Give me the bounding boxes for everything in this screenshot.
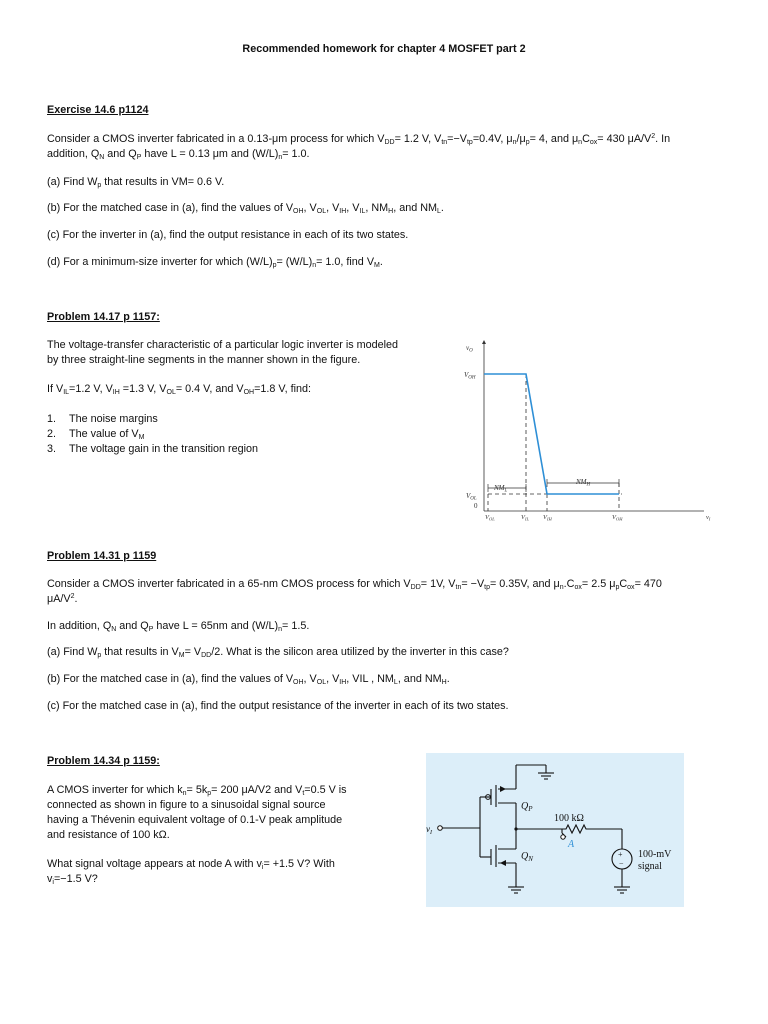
exercise-14-6-part-b: (b) For the matched case in (a), find the values of $V_{OH}$, $V_{OL}$, $V_{IH}$, $V_{IL}$, $NM_H$, and $NM_L$. [47, 202, 444, 215]
problem-14-34-question-1: What signal voltage appears at node A with $v_i= +1.5$ V? With [47, 858, 335, 871]
cmos-circuit-figure [426, 753, 684, 907]
problem-14-31-part-b: (b) For the matched case in (a), find the values of $V_{OH}$, $V_{OL}$, $V_{IH}$, VIL , $NM_L$, and $NM_H$. [47, 673, 450, 686]
x-vol-label: $V_{OL}$ [485, 514, 495, 522]
qp-label: $Q_P$ [521, 801, 533, 813]
x-vih-label: $V_{IH}$ [543, 514, 552, 522]
problem-14-31-line-1: Consider a CMOS inverter fabricated in a 65-nm CMOS process for which $V_{DD}= 1V$, $V_{tn}= -V_{tp}= 0.35V$, and $\mu_n.C_{ox}= 2.5$ $\mu_pC_{ox}= 470$ [47, 578, 662, 591]
resistor-label: 100 kΩ [554, 813, 584, 824]
nmh-label: $NM_H$ [576, 478, 591, 488]
node-a-terminal [561, 835, 565, 839]
vo-label: $v_O$ [466, 344, 473, 354]
problem-14-17-heading: Problem 14.17 p 1157: [47, 311, 160, 323]
vi-label: $v_I$ [426, 824, 432, 836]
problem-14-17-text-2: by three straight-line segments in the manner shown in the figure. [47, 354, 361, 366]
problem-14-31-line-2: $\mu A/V^2$. [47, 593, 78, 605]
vtc-curve [484, 374, 619, 494]
source-plus: + [618, 850, 623, 859]
problem-14-34-heading: Problem 14.34 p 1159: [47, 755, 160, 767]
x-vil-label: $V_{IL}$ [521, 514, 529, 522]
exercise-14-6-line-1: Consider a CMOS inverter fabricated in a 0.13-μm process for which $V_{DD}= 1.2$ V, $V_{tn}=-V_{tp}=0.4V$, $\mu_n/\mu_p= 4$, and $\mu_nC_{ox}= 430$ $\mu A/V^2$. In [47, 133, 671, 146]
source-minus: − [619, 859, 624, 868]
exercise-14-6-part-a: (a) Find $W_p$ that results in VM= 0.6 V. [47, 176, 225, 189]
origin-label: 0 [474, 502, 478, 510]
problem-14-34-line-2: connected as shown in figure to a sinusoidal signal source [47, 799, 326, 811]
problem-14-17-item-3: 3. The voltage gain in the transition region [47, 443, 259, 455]
problem-14-34-line-4: and resistance of 100 kΩ. [47, 829, 170, 841]
vol-label: $V_{OL}$ [466, 492, 477, 502]
problem-14-31-line-3: In addition, $Q_N$ and $Q_P$ have L = 65nm and $(W/L)_n= 1.5$. [47, 620, 310, 633]
vtc-figure [452, 336, 722, 526]
problem-14-34-question-2: $v_i=-1.5$ V? [47, 873, 98, 886]
problem-14-17-text-1: The voltage-transfer characteristic of a particular logic inverter is modeled [47, 339, 399, 351]
page-title: Recommended homework for chapter 4 MOSFET part 2 [242, 43, 526, 55]
problem-14-34-line-1: A CMOS inverter for which $k_n= 5k_p= 200$ μA/V2 and $V_t=0.5$ V is [47, 784, 347, 797]
nml-label: $NM_L$ [494, 484, 508, 494]
x-voh-label: $V_{OH}$ [612, 514, 623, 522]
source-label-1: 100-mV [638, 849, 672, 860]
vi-axis-label: $v_I$ [706, 514, 711, 522]
exercise-14-6-part-c: (c) For the inverter in (a), find the output resistance in each of its two states. [47, 229, 409, 241]
circuit-background [426, 753, 684, 907]
source-label-2: signal [638, 861, 662, 872]
node-a-label: A [568, 839, 575, 850]
problem-14-31-part-a: (a) Find $W_p$ that results in $V_M= V_{DD}/2$. What is the silicon area utilized by the inverter in this case? [47, 646, 509, 659]
problem-14-17-item-2: 2. The value of $V_M$ [47, 428, 145, 441]
exercise-14-6-line-2: addition, $Q_N$ and $Q_P$ have L = 0.13 μm and $(W/L)_n= 1.0$. [47, 148, 310, 161]
problem-14-17-given: If $V_{IL}=1.2$ V, $V_{IH} =1.3$ V, $V_{OL}= 0.4$ V, and $V_{OH}=1.8$ V, find: [47, 383, 312, 396]
problem-14-17-item-1: 1. The noise margins [47, 413, 158, 425]
exercise-14-6-heading: Exercise 14.6 p1124 [47, 104, 149, 116]
problem-14-31-heading: Problem 14.31 p 1159 [47, 550, 157, 562]
qn-label: $Q_N$ [521, 851, 533, 863]
input-terminal [438, 826, 443, 831]
problem-14-34-line-3: having a Thévenin equivalent voltage of 0.1-V peak amplitude [47, 814, 343, 826]
exercise-14-6-part-d: (d) For a minimum-size inverter for which $(W/L)_p= (W/L)_n= 1.0$, find $V_M$. [47, 256, 383, 269]
voh-label: $V_{OH}$ [464, 371, 476, 381]
output-node-dot [514, 827, 517, 830]
problem-14-31-part-c: (c) For the matched case in (a), find the output resistance of the inverter in each of its two states. [47, 700, 509, 712]
